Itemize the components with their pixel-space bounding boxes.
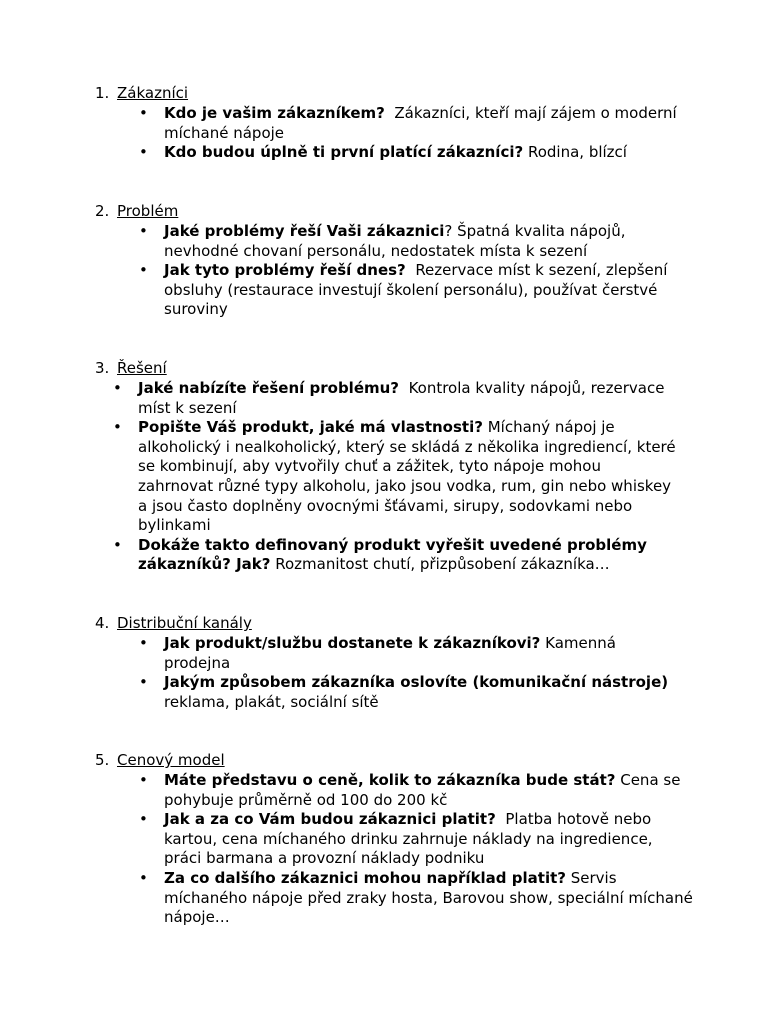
bullet-list xyxy=(139,634,684,712)
section-title: Cenový model xyxy=(117,751,225,769)
bullet-list xyxy=(113,379,678,575)
answer-text: Rezervace míst k sezení, zlepšení obsluhy (restaurace investují školení personálu), používat čerstvé suroviny xyxy=(164,261,668,319)
list-item xyxy=(113,535,678,575)
bullet-icon: • xyxy=(139,222,148,240)
bullet-icon: • xyxy=(113,379,122,397)
list-item xyxy=(113,418,678,536)
section-number: 3. xyxy=(95,359,110,377)
question-text: Kdo je vašim zákazníkem? xyxy=(164,104,385,122)
question-text: Popište Váš produkt, jaké má vlastnosti? xyxy=(138,418,483,437)
section-title: Problém xyxy=(117,202,179,220)
section-heading xyxy=(95,614,252,634)
answer-text: Cena se pohybuje průměrně od 100 do 200 kč xyxy=(164,771,681,809)
list-item xyxy=(139,261,684,320)
section-title: Zákazníci xyxy=(117,84,189,102)
section-heading xyxy=(95,202,178,222)
question-text: Jaké problémy řeší Vaši zákaznici xyxy=(164,222,445,240)
bullet-icon: • xyxy=(139,634,148,652)
list-item xyxy=(113,379,678,418)
question-text: Kdo budou úplně ti první platící zákazníci? xyxy=(164,143,524,162)
section-heading xyxy=(95,751,225,771)
question-text: Jakým způsobem zákazníka oslovíte (komunikační nástroje) xyxy=(164,673,669,692)
question-text: Jaké nabízíte řešení problému? xyxy=(138,379,400,397)
bullet-icon: • xyxy=(113,418,122,437)
section-heading xyxy=(95,84,188,104)
bullet-list xyxy=(139,104,684,163)
list-item xyxy=(139,771,694,810)
answer-text: Platba hotově nebo kartou, cena míchaného drinku zahrnuje náklady na ingredience, práci barmana a provozní náklady podniku xyxy=(164,810,653,868)
question-text: Za co dalšího zákaznici mohou například platit? xyxy=(164,868,566,887)
section-title: Řešení xyxy=(117,359,167,377)
answer-text: Rozmanitost chutí, přizpůsobení zákazníka… xyxy=(275,555,610,574)
bullet-icon: • xyxy=(139,143,148,162)
bullet-icon: • xyxy=(139,771,148,789)
question-text: Dokáže takto definovaný produkt vyřešit uvedené problémy zákazníků? Jak? xyxy=(138,535,647,574)
answer-text: Rodina, blízcí xyxy=(527,143,627,162)
answer-text: Servis míchaného nápoje před zraky hosta, Barovou show, speciální míchané nápoje… xyxy=(164,868,693,927)
list-item xyxy=(139,222,684,261)
bullet-icon: • xyxy=(139,104,148,122)
list-item xyxy=(139,673,684,712)
bullet-icon: • xyxy=(139,261,148,280)
list-item xyxy=(139,868,694,928)
question-text: Jak produkt/službu dostanete k zákazníkovi? xyxy=(164,634,541,652)
list-item xyxy=(139,104,684,143)
answer-text: reklama, plakát, sociální sítě xyxy=(164,692,379,711)
question-text: Jak a za co Vám budou zákaznici platit? xyxy=(164,810,496,829)
section-number: 4. xyxy=(95,614,110,632)
bullet-icon: • xyxy=(139,673,148,692)
bullet-icon: • xyxy=(113,535,122,554)
section-number: 1. xyxy=(95,84,110,102)
bullet-list xyxy=(139,771,694,928)
bullet-icon: • xyxy=(139,810,148,829)
list-item xyxy=(139,143,684,163)
question-text: Máte představu o ceně, kolik to zákazníka bude stát? xyxy=(164,771,616,789)
bullet-icon: • xyxy=(139,868,148,887)
answer-text: ? Špatná kvalita nápojů, nevhodné chovaní personálu, nedostatek místa k sezení xyxy=(164,222,626,260)
list-item xyxy=(139,634,684,673)
section-number: 2. xyxy=(95,202,110,220)
answer-text: Kamenná prodejna xyxy=(164,634,616,672)
bullet-list xyxy=(139,222,684,320)
section-number: 5. xyxy=(95,751,110,769)
answer-text: Kontrola kvality nápojů, rezervace míst k sezení xyxy=(138,379,665,417)
section-title: Distribuční kanály xyxy=(117,614,252,632)
question-text: Jak tyto problémy řeší dnes? xyxy=(164,261,406,280)
section-heading xyxy=(95,359,167,379)
answer-text: Zákazníci, kteří mají zájem o moderní míchané nápoje xyxy=(164,104,677,142)
answer-text: Míchaný nápoj je alkoholický i nealkoholický, který se skládá z několika ingrediencí, které se kombinují, aby vytvořily chuť a zážitek, tyto nápoje mohou zahrnovat různé typy alkoholu, jako jsou vodka, rum, gin nebo whiskey a jsou často doplněny ovocnými šťávami, sirupy, sodovkami nebo bylinkami xyxy=(138,418,676,535)
list-item xyxy=(139,810,694,869)
